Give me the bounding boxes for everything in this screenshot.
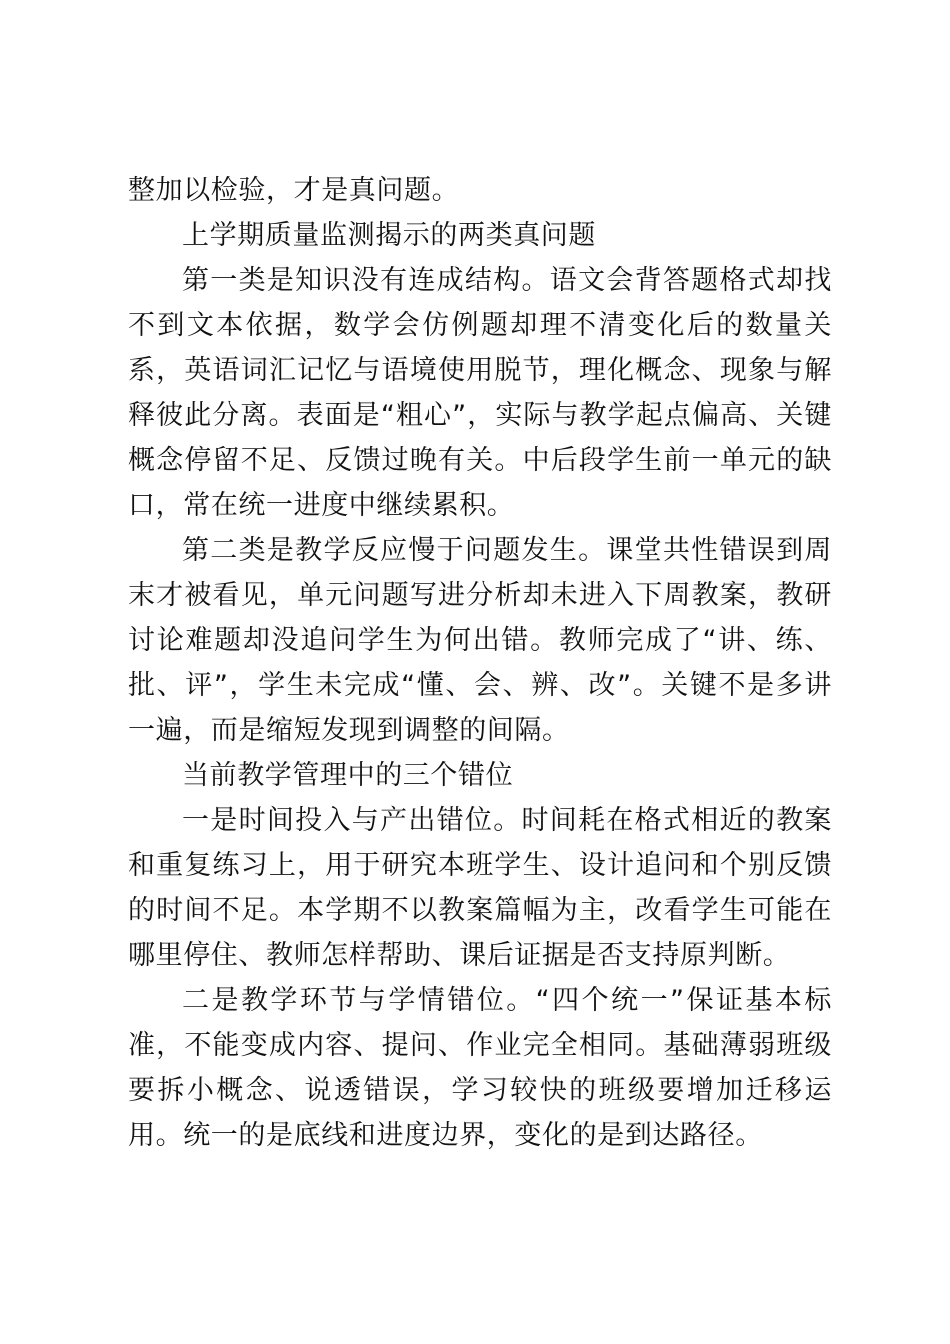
section-heading-three-mismatches: 当前教学管理中的三个错位 <box>182 760 514 791</box>
paragraph-mismatch-two: 二是教学环节与学情错位。“四个统一”保证基本标准，不能变成内容、提问、作业完全相同。基础薄弱班级要拆小概念、说透错误，学习较快的班级要增加迁移运用。统一的是底线和进度边界，变化的是到达路径。 <box>128 985 832 1151</box>
document-body <box>128 168 832 1158</box>
paragraph-second-type: 第二类是教学反应慢于问题发生。课堂共性错误到周末才被看见，单元问题写进分析却未进入下周教案，教研讨论难题却没追问学生为何出错。教师完成了“讲、练、批、评”，学生未完成“懂、会、辨、改”。关键不是多讲一遍，而是缩短发现到调整的间隔。 <box>128 535 832 746</box>
section-heading-two-problems: 上学期质量监测揭示的两类真问题 <box>182 220 596 251</box>
paragraph-mismatch-one: 一是时间投入与产出错位。时间耗在格式相近的教案和重复练习上，用于研究本班学生、设计追问和个别反馈的时间不足。本学期不以教案篇幅为主，改看学生可能在哪里停住、教师怎样帮助、课后证据是否支持原判断。 <box>128 805 832 971</box>
paragraph-first-type: 第一类是知识没有连成结构。语文会背答题格式却找不到文本依据，数学会仿例题却理不清变化后的数量关系，英语词汇记忆与语境使用脱节，理化概念、现象与解释彼此分离。表面是“粗心”，实际与教学起点偏高、关键概念停留不足、反馈过晚有关。中后段学生前一单元的缺口，常在统一进度中继续累积。 <box>128 265 832 521</box>
paragraph-continuation: 整加以检验，才是真问题。 <box>128 175 460 206</box>
